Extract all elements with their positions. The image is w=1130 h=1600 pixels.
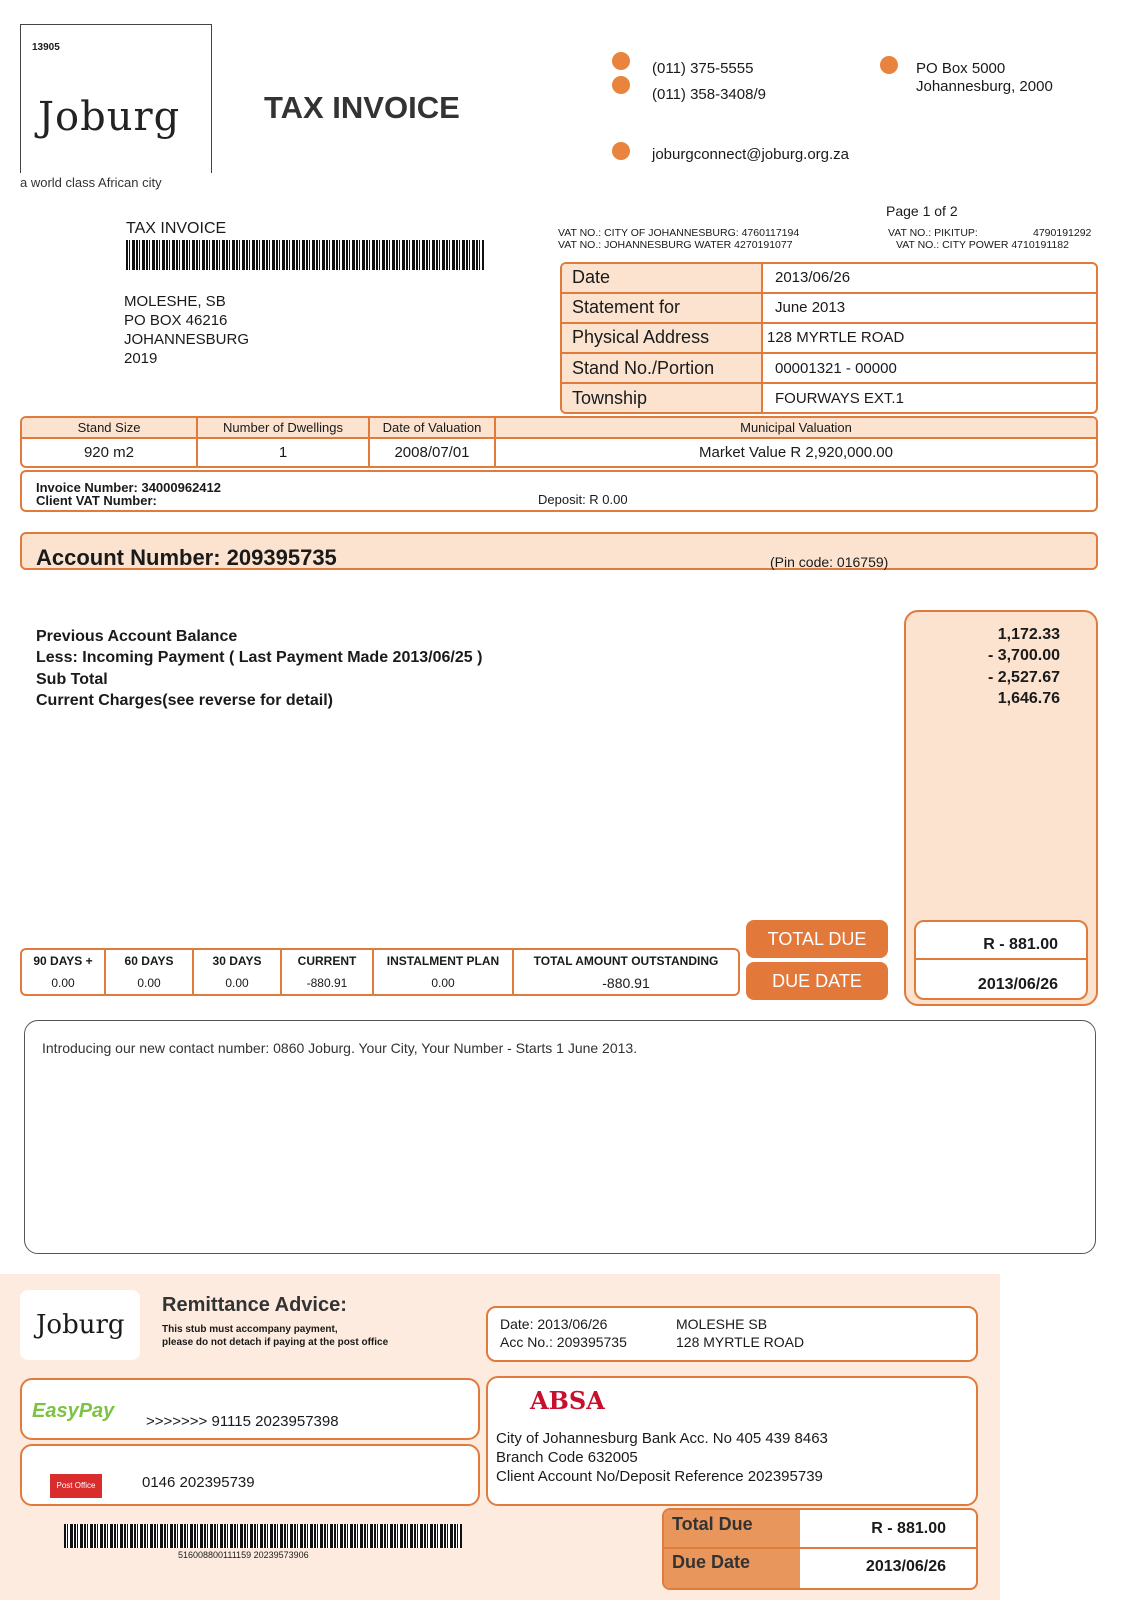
account-number: Account Number: 209395735 — [36, 545, 337, 570]
balance-label: Previous Account Balance — [36, 628, 238, 645]
page-number: Page 1 of 2 — [886, 203, 958, 219]
po-city: Johannesburg, 2000 — [916, 78, 1053, 95]
remittance-total-due-label: Total Due — [672, 1514, 753, 1534]
aging-value: 0.00 — [193, 972, 281, 994]
details-row-address — [562, 323, 1096, 353]
aging-value: -880.91 — [281, 972, 373, 994]
valuation-header: Number of Dwellings — [197, 418, 369, 438]
recipient-box: PO BOX 46216 — [124, 312, 228, 329]
details-label: Physical Address — [562, 323, 762, 353]
aging-table — [20, 948, 740, 996]
postoffice-number: 0146 202395739 — [142, 1474, 255, 1491]
total-due-label: TOTAL DUE — [746, 920, 888, 958]
doc-number: 13905 — [32, 42, 60, 53]
tagline: a world class African city — [20, 175, 162, 190]
balance-amount: - 3,700.00 — [987, 647, 1060, 664]
email-icon — [612, 142, 630, 165]
valuation-header: Municipal Valuation — [495, 418, 1096, 438]
aging-value: 0.00 — [22, 972, 105, 994]
deposit: Deposit: R 0.00 — [538, 492, 628, 507]
aging-header: TOTAL AMOUNT OUTSTANDING — [533, 954, 719, 968]
page-title: TAX INVOICE — [264, 90, 460, 125]
balance-label: Sub Total — [36, 671, 108, 688]
vat-power: VAT NO.: CITY POWER 4710191182 — [896, 239, 1069, 251]
phone-icon — [612, 52, 630, 75]
balance-amount: 1,172.33 — [997, 626, 1060, 643]
due-date: 2013/06/26 — [977, 976, 1058, 993]
balance-amount: - 2,527.67 — [987, 669, 1060, 686]
valuation-value: 1 — [197, 438, 369, 466]
recipient-label: TAX INVOICE — [126, 220, 227, 237]
message-text: Introducing our new contact number: 0860 Joburg. Your City, Your Number - Starts 1 June 2013. — [42, 1040, 638, 1056]
details-value: 128 MYRTLE ROAD — [762, 323, 1096, 353]
valuation-header: Stand Size — [22, 418, 197, 438]
remittance-barcode-number: 516008800111159 20239573906 — [178, 1550, 309, 1560]
po-box: PO Box 5000 — [916, 60, 1006, 77]
balance-amount: 1,646.76 — [997, 690, 1060, 707]
details-value: 2013/06/26 — [762, 264, 1096, 293]
vat-pikitup-no: 4790191292 — [1033, 227, 1092, 239]
details-label: Township — [562, 383, 762, 412]
aging-value: -880.91 — [602, 975, 650, 991]
bank-line-3: Client Account No/Deposit Reference 202395739 — [496, 1468, 823, 1485]
recipient-barcode — [126, 240, 484, 270]
remittance-note-1: This stub must accompany payment, — [162, 1324, 338, 1335]
bank-line-2: Branch Code 632005 — [496, 1449, 638, 1466]
details-row-township — [562, 383, 1096, 412]
aging-value: 0.00 — [105, 972, 193, 994]
valuation-value: 920 m2 — [22, 438, 197, 466]
invoice-number: Invoice Number: 34000962412 — [36, 480, 221, 495]
postoffice-logo: Post Office — [50, 1474, 102, 1498]
valuation-header: Date of Valuation — [369, 418, 495, 438]
client-vat: Client VAT Number: — [36, 493, 157, 508]
remittance-title: Remittance Advice: — [162, 1294, 347, 1316]
easypay-logo: EasyPay — [32, 1400, 115, 1422]
vat-city: VAT NO.: CITY OF JOHANNESBURG: 4760117194 — [558, 227, 800, 239]
valuation-value: Market Value R 2,920,000.00 — [698, 444, 893, 461]
aging-header: 30 DAYS — [193, 950, 281, 972]
joburg-logo: Joburg — [38, 94, 181, 140]
totals-divider — [916, 958, 1086, 960]
balance-label: Less: Incoming Payment ( Last Payment Made 2013/06/25 ) — [36, 649, 483, 666]
details-box — [560, 262, 1098, 414]
total-due: R - 881.00 — [983, 936, 1058, 953]
vat-water: VAT NO.: JOHANNESBURG WATER 4270191077 — [558, 239, 793, 251]
bank-line-1: City of Johannesburg Bank Acc. No 405 439 8463 — [496, 1430, 828, 1447]
email-link[interactable]: joburgconnect@joburg.org.za — [652, 146, 850, 163]
phone-1: (011) 375-5555 — [652, 60, 754, 77]
recipient-code: 2019 — [124, 350, 158, 367]
phone-2: (011) 358-3408/9 — [652, 86, 766, 103]
valuation-value: 2008/07/01 — [369, 438, 495, 466]
remittance-total-due: R - 881.00 — [871, 1520, 946, 1537]
details-value: 00001321 - 00000 — [762, 353, 1096, 383]
due-date-label: DUE DATE — [746, 962, 888, 1000]
valuation-box — [20, 416, 1098, 468]
easypay-number: >>>>>>> 91115 2023957398 — [146, 1413, 339, 1430]
details-row-statement — [562, 293, 1096, 323]
fax-icon — [612, 76, 630, 99]
recipient-city: JOHANNESBURG — [124, 331, 250, 348]
aging-header: 60 DAYS — [105, 950, 193, 972]
remittance-due-date-label: Due Date — [672, 1552, 751, 1572]
aging-value: 0.00 — [373, 972, 513, 994]
remittance-note-2: please do not detach if paying at the post office — [162, 1337, 389, 1348]
details-value: FOURWAYS EXT.1 — [775, 389, 904, 407]
aging-header: CURRENT — [281, 950, 373, 972]
details-row-stand — [562, 353, 1096, 383]
recipient-name: MOLESHE, SB — [124, 293, 226, 310]
details-label: Date — [562, 264, 762, 293]
remittance-address: 128 MYRTLE ROAD — [676, 1334, 805, 1350]
remittance-date: Date: 2013/06/26 — [500, 1316, 608, 1332]
remittance-barcode — [64, 1524, 462, 1548]
balance-label: Current Charges(see reverse for detail) — [36, 692, 333, 709]
remittance-logo: Joburg — [36, 1310, 125, 1340]
remittance-due-date: 2013/06/26 — [865, 1558, 946, 1575]
absa-logo: ABSA — [530, 1386, 605, 1415]
remittance-acc: Acc No.: 209395735 — [500, 1334, 627, 1350]
vat-pikitup: VAT NO.: PIKITUP: — [888, 227, 978, 239]
aging-header: 90 DAYS + — [22, 950, 105, 972]
details-value: June 2013 — [762, 293, 1096, 323]
details-label: Statement for — [562, 293, 762, 323]
details-row-date — [562, 264, 1096, 293]
pen-icon — [880, 56, 898, 79]
details-label: Stand No./Portion — [562, 353, 762, 383]
remittance-name: MOLESHE SB — [676, 1316, 768, 1332]
pin-code: (Pin code: 016759) — [770, 554, 889, 570]
aging-header: INSTALMENT PLAN — [373, 950, 513, 972]
